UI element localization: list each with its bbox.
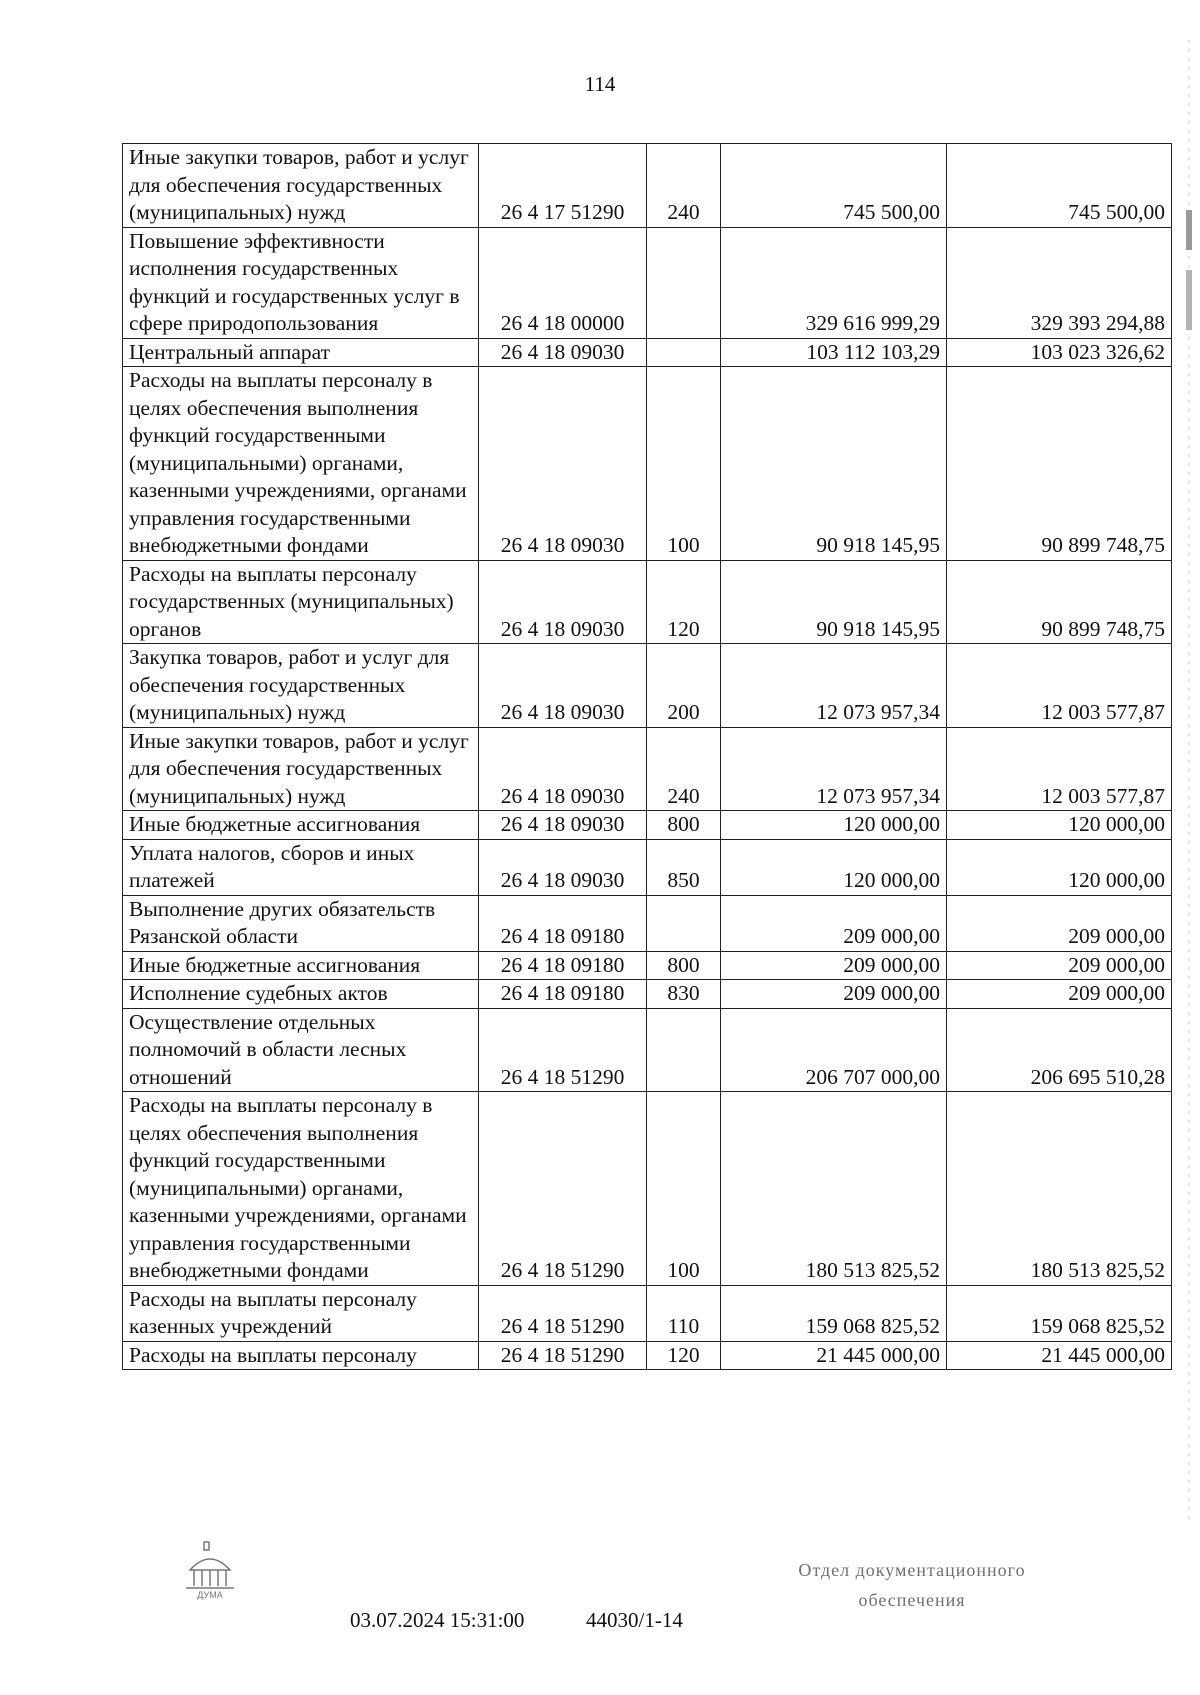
row-value-2: 120 000,00 (947, 811, 1172, 840)
row-type (647, 227, 721, 338)
row-name: Осуществление отдельных полномочий в области лесных отношений (123, 1008, 479, 1092)
row-value-1: 120 000,00 (721, 811, 947, 840)
row-name: Расходы на выплаты персоналу государственных (муниципальных) органов (123, 560, 479, 644)
row-code: 26 4 18 09180 (479, 951, 647, 980)
row-value-2: 21 445 000,00 (947, 1341, 1172, 1370)
row-value-2: 206 695 510,28 (947, 1008, 1172, 1092)
row-name: Иные бюджетные ассигнования (123, 951, 479, 980)
row-value-1: 745 500,00 (721, 144, 947, 228)
row-value-2: 159 068 825,52 (947, 1285, 1172, 1341)
table-row (123, 1341, 1172, 1370)
row-type: 800 (647, 951, 721, 980)
row-type: 830 (647, 980, 721, 1009)
row-name: Расходы на выплаты персоналу (123, 1341, 479, 1370)
row-name: Иные закупки товаров, работ и услуг для обеспечения государственных (муниципальных) нужд (123, 144, 479, 228)
row-type: 100 (647, 1092, 721, 1286)
row-code: 26 4 18 09030 (479, 644, 647, 728)
row-value-2: 329 393 294,88 (947, 227, 1172, 338)
row-code: 26 4 18 09030 (479, 367, 647, 561)
row-code: 26 4 18 09180 (479, 895, 647, 951)
row-value-2: 90 899 748,75 (947, 367, 1172, 561)
row-code: 26 4 18 51290 (479, 1341, 647, 1370)
row-name: Уплата налогов, сборов и иных платежей (123, 839, 479, 895)
row-type: 120 (647, 1341, 721, 1370)
row-value-1: 103 112 103,29 (721, 338, 947, 367)
row-name: Иные бюджетные ассигнования (123, 811, 479, 840)
row-value-1: 180 513 825,52 (721, 1092, 947, 1286)
row-name: Закупка товаров, работ и услуг для обеспечения государственных (муниципальных) нужд (123, 644, 479, 728)
row-value-1: 12 073 957,34 (721, 727, 947, 811)
row-code: 26 4 18 09030 (479, 560, 647, 644)
department-stamp (772, 1555, 1052, 1615)
table-row (123, 895, 1172, 951)
row-value-1: 90 918 145,95 (721, 367, 947, 561)
table-row (123, 727, 1172, 811)
row-type: 240 (647, 144, 721, 228)
row-value-2: 90 899 748,75 (947, 560, 1172, 644)
budget-table (122, 143, 1172, 1370)
row-code: 26 4 18 51290 (479, 1008, 647, 1092)
table-row (123, 560, 1172, 644)
row-name: Центральный аппарат (123, 338, 479, 367)
row-name: Исполнение судебных актов (123, 980, 479, 1009)
row-code: 26 4 18 09030 (479, 839, 647, 895)
table-row (123, 1285, 1172, 1341)
row-value-2: 180 513 825,52 (947, 1092, 1172, 1286)
stamp-line-1: Отдел документационного (798, 1560, 1026, 1580)
table-row (123, 951, 1172, 980)
row-type: 120 (647, 560, 721, 644)
row-code: 26 4 18 09180 (479, 980, 647, 1009)
table-row (123, 644, 1172, 728)
table-row (123, 144, 1172, 228)
row-type: 240 (647, 727, 721, 811)
table-row (123, 811, 1172, 840)
table-row (123, 839, 1172, 895)
row-name: Повышение эффективности исполнения государственных функций и государственных услуг в сфере природопользования (123, 227, 479, 338)
table-row (123, 227, 1172, 338)
row-type: 850 (647, 839, 721, 895)
table-row (123, 1092, 1172, 1286)
row-code: 26 4 18 09030 (479, 811, 647, 840)
row-code: 26 4 18 51290 (479, 1092, 647, 1286)
row-type: 110 (647, 1285, 721, 1341)
duma-building-icon (180, 1540, 240, 1600)
budget-table-body (123, 144, 1172, 1370)
row-value-1: 209 000,00 (721, 895, 947, 951)
row-value-1: 209 000,00 (721, 980, 947, 1009)
scan-edge-marks (1184, 40, 1194, 1520)
row-value-2: 209 000,00 (947, 951, 1172, 980)
row-value-1: 12 073 957,34 (721, 644, 947, 728)
row-value-1: 209 000,00 (721, 951, 947, 980)
table-row (123, 1008, 1172, 1092)
row-type: 800 (647, 811, 721, 840)
table-row (123, 367, 1172, 561)
table-row (123, 338, 1172, 367)
row-type: 200 (647, 644, 721, 728)
row-value-2: 120 000,00 (947, 839, 1172, 895)
row-value-2: 12 003 577,87 (947, 644, 1172, 728)
row-name: Расходы на выплаты персоналу в целях обеспечения выполнения функций государственными (муниципальными) органами, казенными учреждениями, органами управления государственными внебюджетными фондами (123, 1092, 479, 1286)
row-code: 26 4 18 09030 (479, 338, 647, 367)
row-type (647, 338, 721, 367)
row-name: Расходы на выплаты персоналу в целях обеспечения выполнения функций государственными (муниципальными) органами, казенными учреждениями, органами управления государственными внебюджетными фондами (123, 367, 479, 561)
row-value-2: 745 500,00 (947, 144, 1172, 228)
row-type (647, 1008, 721, 1092)
page-number: 114 (584, 72, 616, 96)
row-code: 26 4 17 51290 (479, 144, 647, 228)
row-value-1: 329 616 999,29 (721, 227, 947, 338)
row-type (647, 895, 721, 951)
row-code: 26 4 18 00000 (479, 227, 647, 338)
row-value-1: 90 918 145,95 (721, 560, 947, 644)
row-value-1: 21 445 000,00 (721, 1341, 947, 1370)
row-name: Иные закупки товаров, работ и услуг для обеспечения государственных (муниципальных) нужд (123, 727, 479, 811)
row-value-1: 206 707 000,00 (721, 1008, 947, 1092)
footer-date-time: 03.07.2024 15:31:00 (350, 1608, 525, 1632)
duma-logo (180, 1540, 240, 1600)
row-value-2: 103 023 326,62 (947, 338, 1172, 367)
row-value-1: 159 068 825,52 (721, 1285, 947, 1341)
row-name: Расходы на выплаты персоналу казенных учреждений (123, 1285, 479, 1341)
row-type: 100 (647, 367, 721, 561)
table-row (123, 980, 1172, 1009)
stamp-line-2: обеспечения (858, 1590, 966, 1610)
row-code: 26 4 18 09030 (479, 727, 647, 811)
footer-reg-number: 44030/1-14 (586, 1608, 683, 1632)
row-value-2: 209 000,00 (947, 980, 1172, 1009)
row-code: 26 4 18 51290 (479, 1285, 647, 1341)
logo-text: ДУМА (197, 1590, 223, 1600)
row-value-1: 120 000,00 (721, 839, 947, 895)
row-name: Выполнение других обязательств Рязанской области (123, 895, 479, 951)
row-value-2: 209 000,00 (947, 895, 1172, 951)
row-value-2: 12 003 577,87 (947, 727, 1172, 811)
